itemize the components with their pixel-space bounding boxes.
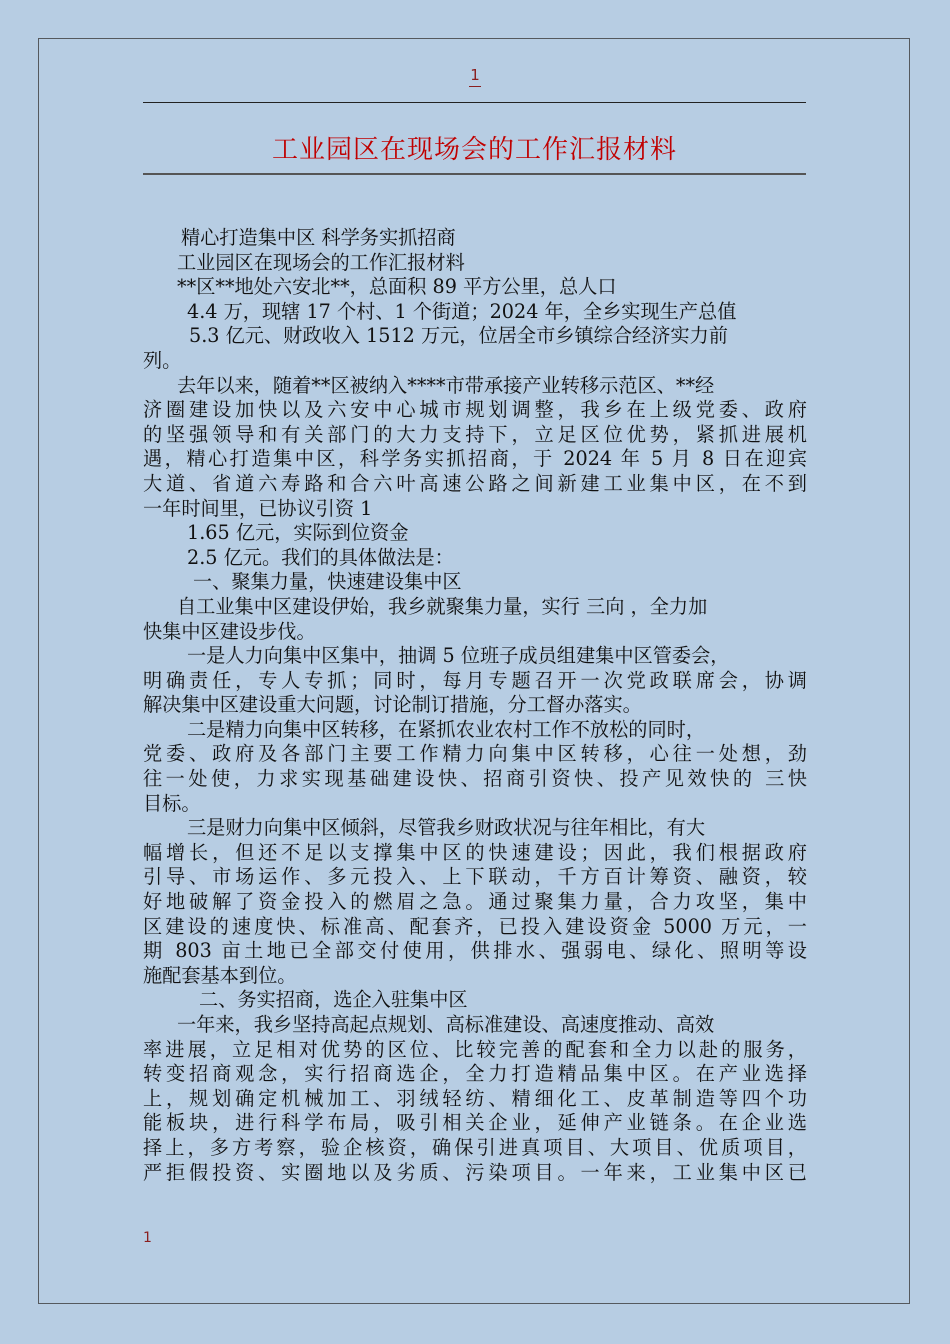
text-line: 好地破解了资金投入的燃眉之急。通过聚集力量，合力攻坚，集中 bbox=[143, 890, 807, 914]
text-line: 择上，多方考察，验企核资，确保引进真项目、大项目、优质项目， bbox=[143, 1135, 807, 1159]
header-number-underline bbox=[469, 86, 481, 87]
text-line: 去年以来，随着**区被纳入****市带承接产业转移示范区、**经 bbox=[177, 373, 715, 397]
text-line: 5.3 亿元、财政收入 1512 万元，位居全市乡镇综合经济实力前 bbox=[189, 324, 728, 348]
text-line: 二是精力向集中区转移，在紧抓农业农村工作不放松的同时， bbox=[187, 717, 706, 741]
text-line: 施配套基本到位。 bbox=[143, 963, 297, 987]
title-rule bbox=[143, 173, 806, 175]
text-line: 大道、省道六寿路和合六叶高速公路之间新建工业集中区，在不到 bbox=[143, 471, 807, 495]
text-line: 一是人力向集中区集中，抽调 5 位班子成员组建集中区管委会， bbox=[187, 644, 730, 668]
text-line: 自工业集中区建设伊始，我乡就聚集力量，实行 三向 ，全力加 bbox=[177, 594, 708, 618]
text-line: 率进展，立足相对优势的区位、比较完善的配套和全力以赴的服务， bbox=[143, 1037, 807, 1061]
body-text bbox=[143, 226, 807, 1185]
text-line: 明确责任，专人专抓；同时，每月专题召开一次党政联席会，协调 bbox=[143, 668, 807, 692]
text-line: 列。 bbox=[143, 348, 182, 372]
text-line: 幅增长，但还不足以支撑集中区的快速建设；因此，我们根据政府 bbox=[143, 840, 807, 864]
text-line: 济圈建设加快以及六安中心城市规划调整，我乡在上级党委、政府 bbox=[143, 398, 807, 422]
text-line: 1.65 亿元，实际到位资金 bbox=[187, 521, 409, 545]
text-line: 往一处使，力求实现基础建设快、招商引资快、投产见效快的 三快 bbox=[143, 767, 807, 791]
header-page-number: 1 bbox=[470, 66, 480, 84]
text-line: 严拒假投资、实圈地以及劣质、污染项目。一年来，工业集中区已 bbox=[143, 1160, 807, 1184]
text-line: 区建设的速度快、标准高、配套齐，已投入建设资金 5000 万元，一 bbox=[143, 914, 807, 938]
text-line: 上，规划确定机械加工、羽绒轻纺、精细化工、皮革制造等四个功 bbox=[143, 1086, 807, 1110]
text-line: 遇，精心打造集中区，科学务实抓招商，于 2024 年 5 月 8 日在迎宾 bbox=[143, 447, 807, 471]
text-line: **区**地处六安北**，总面积 89 平方公里，总人口 bbox=[177, 275, 617, 299]
text-line: 解决集中区建设重大问题，讨论制订措施，分工督办落实。 bbox=[143, 693, 642, 717]
text-line: 2.5 亿元。我们的具体做法是： bbox=[187, 545, 454, 569]
text-line: 的坚强领导和有关部门的大力支持下，立足区位优势，紧抓进展机 bbox=[143, 422, 807, 446]
text-line: 快集中区建设步伐。 bbox=[143, 619, 316, 643]
text-line: 一年来，我乡坚持高起点规划、高标准建设、高速度推动、高效 bbox=[177, 1013, 715, 1036]
text-line: 党委、政府及各部门主要工作精力向集中区转移，心往一处想，劲 bbox=[143, 742, 807, 766]
text-line: 能板块，进行科学布局，吸引相关企业，延伸产业链条。在企业选 bbox=[143, 1111, 807, 1135]
footer-page-number: 1 bbox=[143, 1230, 152, 1246]
section-heading-1: 一、聚集力量，快速建设集中区 bbox=[193, 570, 462, 594]
section-heading-2: 二、务实招商，选企入驻集中区 bbox=[199, 988, 468, 1012]
header-rule bbox=[143, 102, 806, 103]
text-line: 一年时间里，已协议引资 1 bbox=[143, 496, 373, 520]
text-line: 工业园区在现场会的工作汇报材料 bbox=[177, 250, 465, 274]
subtitle-line: 精心打造集中区 科学务实抓招商 bbox=[181, 226, 456, 249]
text-line: 目标。 bbox=[143, 791, 201, 815]
text-line: 转变招商观念，实行招商选企，全力打造精品集中区。在产业选择 bbox=[143, 1062, 807, 1086]
document-title: 工业园区在现场会的工作汇报材料 bbox=[271, 135, 677, 165]
text-line: 期 803 亩土地已全部交付使用，供排水、强弱电、绿化、照明等设 bbox=[143, 939, 807, 963]
text-line: 4.4 万，现辖 17 个村、1 个街道；2024 年，全乡实现生产总值 bbox=[187, 299, 737, 323]
text-line: 三是财力向集中区倾斜，尽管我乡财政状况与往年相比，有大 bbox=[187, 816, 706, 840]
text-line: 引导、市场运作、多元投入、上下联动，千方百计筹资、融资，较 bbox=[143, 865, 807, 889]
